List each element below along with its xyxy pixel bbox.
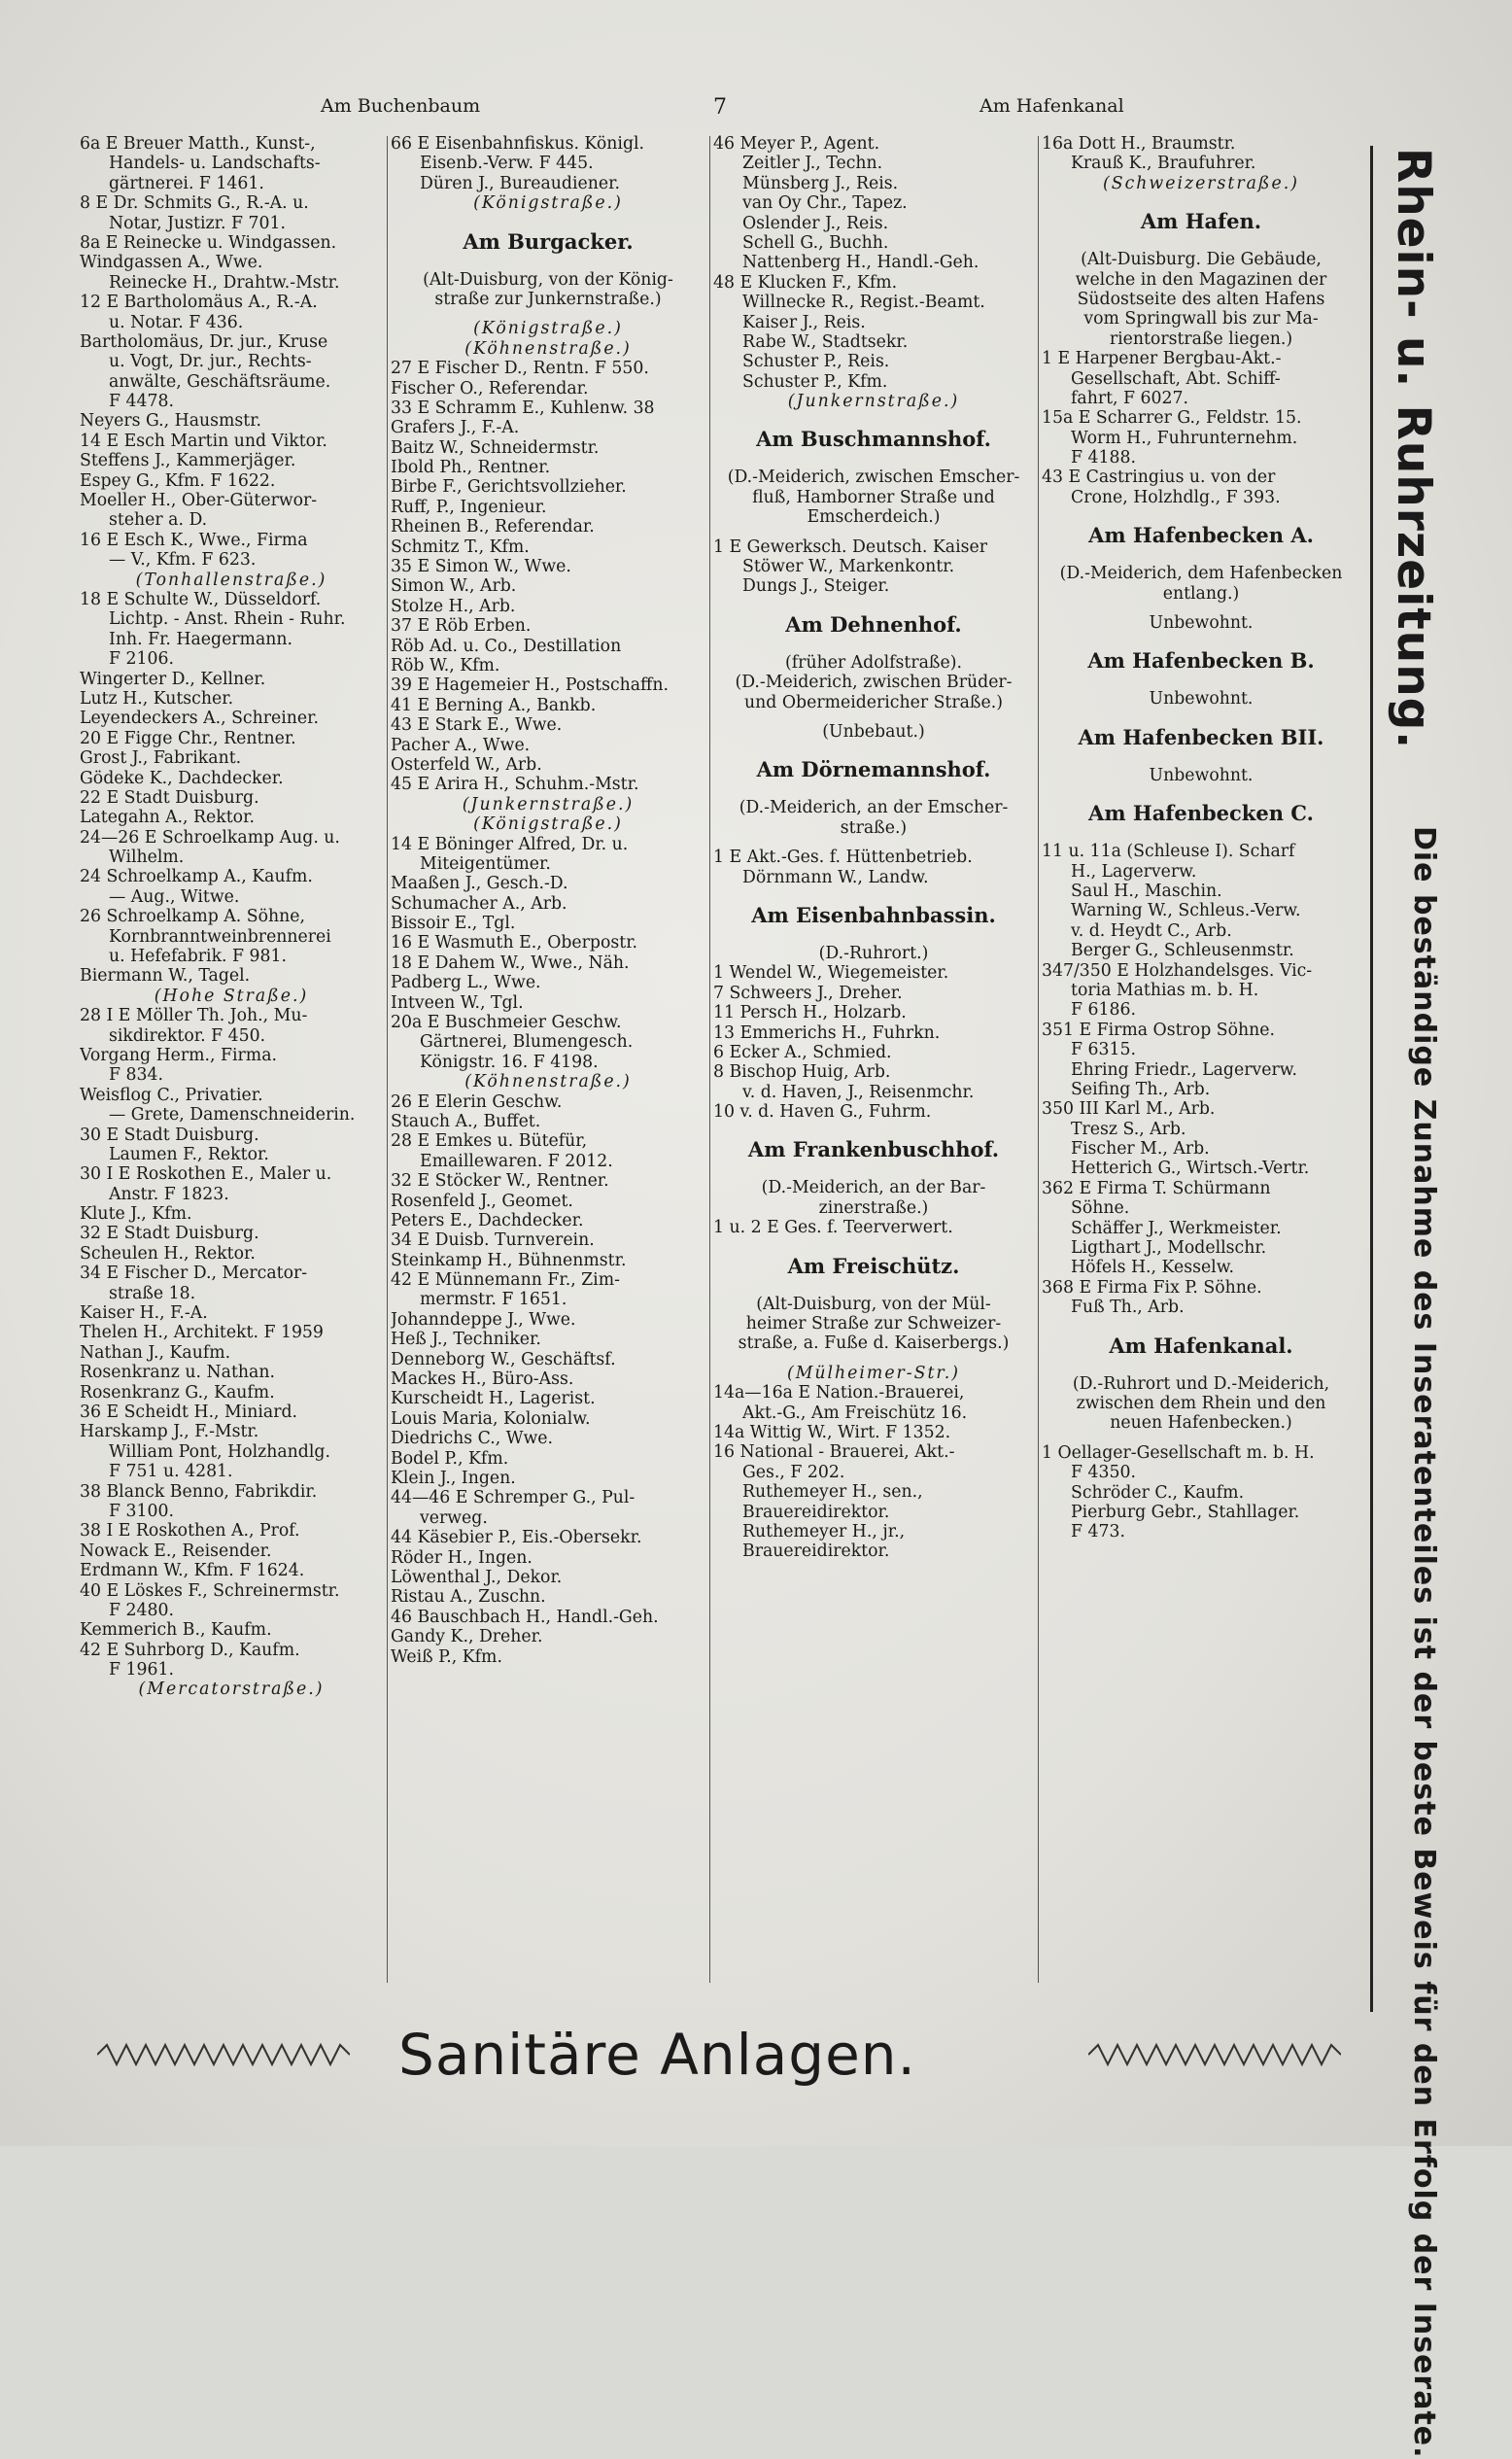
directory-entry: F 4350.	[1071, 1463, 1136, 1483]
directory-entry: Löwenthal J., Dekor.	[391, 1567, 563, 1587]
directory-entry: 34 E Duisb. Turnverein.	[391, 1230, 595, 1251]
directory-entry: Harskamp J., F.-Mstr.	[80, 1422, 259, 1442]
directory-entry: 41 E Berning A., Bankb.	[391, 695, 597, 715]
directory-entry: Röder H., Ingen.	[391, 1547, 533, 1568]
directory-entry: Gärtnerei, Blumengesch.	[420, 1032, 634, 1053]
directory-entry: Lutz H., Kutscher.	[80, 688, 234, 709]
directory-entry: 20a E Buschmeier Geschw.	[391, 1013, 622, 1033]
directory-entry: 39 E Hagemeier H., Postschaffn.	[391, 675, 669, 696]
directory-entry: Rosenkranz G., Kaufm.	[80, 1382, 275, 1403]
directory-entry: 18 E Dahem W., Wwe., Näh.	[391, 952, 630, 973]
directory-entry: Seifing Th., Arb.	[1071, 1079, 1211, 1099]
directory-entry: Baitz W., Schneidermstr.	[391, 437, 600, 458]
street-heading: Am Burgacker.	[463, 228, 634, 254]
directory-entry: Akt.-G., Am Freischütz 16.	[742, 1403, 968, 1423]
directory-entry: 36 E Scheidt H., Miniard.	[80, 1403, 298, 1422]
street-note: rientorstraße liegen.)	[1109, 329, 1293, 349]
street-note: (D.-Ruhrort.)	[818, 943, 929, 963]
directory-entry: Kornbranntweinbrennerei	[109, 926, 331, 947]
directory-entry: F 3100.	[109, 1501, 174, 1521]
directory-entry: Ruthemeyer H., jr.,	[742, 1521, 906, 1541]
directory-entry: Reinecke H., Drahtw.-Mstr.	[109, 272, 340, 293]
directory-entry: Gödeke K., Dachdecker.	[80, 768, 284, 788]
page-number: 7	[713, 95, 727, 120]
directory-entry: F 4188.	[1071, 448, 1136, 468]
street-note: und Obermeidericher Straße.)	[744, 692, 1003, 712]
directory-entry: 6 Ecker A., Schmied.	[713, 1042, 892, 1062]
directory-entry: Stöwer W., Markenkontr.	[742, 557, 955, 577]
directory-entry: 27 E Fischer D., Rentn. F 550.	[391, 359, 649, 379]
directory-entry: 1 E Gewerksch. Deutsch. Kaiser	[713, 537, 987, 557]
directory-entry: Warning W., Schleus.-Verw.	[1071, 901, 1301, 921]
column-4	[1042, 134, 1360, 1542]
ornament-left	[97, 2041, 350, 2068]
directory-entry: 42 E Suhrborg D., Kaufm.	[80, 1640, 300, 1660]
directory-entry: F 6315.	[1071, 1040, 1136, 1060]
directory-entry: — Grete, Damenschneiderin.	[109, 1105, 356, 1126]
street-heading: Am Dehnenhof.	[785, 611, 962, 637]
directory-entry: Krauß K., Braufuhrer.	[1071, 154, 1256, 174]
street-note: (Junkernstraße.)	[462, 794, 635, 814]
directory-entry: 16 National - Brauerei, Akt.-	[713, 1442, 955, 1463]
directory-entry: 28 E Emkes u. Bütefür,	[391, 1131, 588, 1152]
directory-entry: F 1961.	[109, 1660, 174, 1680]
directory-entry: Brauereidirektor.	[742, 1502, 890, 1522]
spacer	[713, 1354, 1034, 1364]
directory-entry: 10 v. d. Haven G., Fuhrm.	[713, 1102, 932, 1123]
street-note: heimer Straße zur Schweizer-	[745, 1314, 1002, 1334]
directory-entry: Gesellschaft, Abt. Schiff-	[1071, 368, 1281, 389]
directory-entry: Neyers G., Hausmstr.	[80, 411, 262, 432]
directory-entry: Lichtp. - Anst. Rhein - Ruhr.	[109, 609, 346, 630]
street-note: entlang.)	[1162, 583, 1240, 604]
directory-entry: fahrt, F 6027.	[1071, 388, 1188, 408]
directory-entry: 1 E Harpener Bergbau-Akt.-	[1042, 349, 1282, 369]
directory-entry: — Aug., Witwe.	[109, 886, 240, 907]
street-heading: Am Hafenkanal.	[1109, 1333, 1293, 1358]
directory-entry: 44—46 E Schremper G., Pul-	[391, 1488, 636, 1508]
directory-entry: 14a Wittig W., Wirt. F 1352.	[713, 1422, 951, 1442]
directory-entry: 44 Käsebier P., Eis.-Obersekr.	[391, 1528, 642, 1548]
directory-entry: 11 Persch H., Holzarb.	[713, 1003, 907, 1023]
directory-entry: 34 E Fischer D., Mercator-	[80, 1264, 308, 1284]
street-note: zinerstraße.)	[818, 1197, 929, 1218]
directory-entry: sikdirektor. F 450.	[109, 1025, 266, 1046]
directory-entry: Ehring Friedr., Lagerverw.	[1071, 1059, 1297, 1080]
street-note: Unbewohnt.	[1149, 613, 1254, 634]
directory-entry: Scheulen H., Rektor.	[80, 1243, 256, 1264]
street-note: Unbewohnt.	[1149, 689, 1254, 710]
directory-entry: Berger G., Schleusenmstr.	[1071, 941, 1294, 961]
street-note: Südostseite des alten Hafens	[1077, 289, 1325, 309]
directory-entry: 14 E Esch Martin und Viktor.	[80, 431, 327, 451]
street-heading: Am Freischütz.	[787, 1253, 960, 1278]
directory-entry: Rabe W., Stadtsekr.	[742, 331, 909, 352]
directory-entry: Miteigentümer.	[420, 853, 551, 874]
directory-entry: Diedrichs C., Wwe.	[391, 1429, 553, 1449]
street-note: (Tonhallenstraße.)	[135, 570, 327, 590]
directory-entry: 66 E Eisenbahnfiskus. Königl.	[391, 134, 645, 154]
directory-entry: 43 E Castringius u. von der	[1042, 468, 1276, 488]
street-note: fluß, Hamborner Straße und	[752, 487, 995, 507]
directory-entry: H., Lagerverw.	[1071, 861, 1197, 882]
directory-entry: 350 III Karl M., Arb.	[1042, 1099, 1216, 1120]
street-note: (Schweizerstraße.)	[1103, 173, 1299, 193]
directory-entry: — V., Kfm. F 623.	[109, 550, 257, 571]
directory-entry: Pacher A., Wwe.	[391, 735, 531, 755]
directory-entry: Willnecke R., Regist.-Beamt.	[742, 293, 985, 313]
street-heading: Am Buschmannshof.	[756, 427, 991, 452]
directory-entry: 16a Dott H., Braumstr.	[1042, 134, 1236, 154]
directory-entry: 38 I E Roskothen A., Prof.	[80, 1521, 300, 1541]
directory-entry: Schell G., Buchh.	[742, 232, 889, 253]
footer-advertisement: Sanitäre Anlagen.	[398, 2022, 916, 2088]
street-note: (Königstraße.)	[473, 814, 623, 835]
column-2	[391, 134, 705, 1667]
spacer	[713, 712, 1034, 722]
directory-entry: Notar, Justizr. F 701.	[109, 213, 286, 233]
directory-entry: toria Mathias m. b. H.	[1071, 980, 1259, 1000]
directory-entry: 351 E Firma Ostrop Söhne.	[1042, 1020, 1275, 1040]
sidebar-rule	[1370, 146, 1373, 2012]
directory-entry: Nowack E., Reisender.	[80, 1541, 272, 1561]
street-note: (D.-Meiderich, zwischen Brüder-	[735, 673, 1013, 693]
directory-entry: Schäffer J., Werkmeister.	[1071, 1218, 1282, 1238]
street-note: (früher Adolfstraße).	[785, 652, 962, 673]
directory-entry: 362 E Firma T. Schürmann	[1042, 1178, 1271, 1198]
directory-entry: Windgassen A., Wwe.	[80, 253, 263, 273]
street-note: zwischen dem Rhein und den	[1076, 1393, 1326, 1413]
column-1	[80, 134, 383, 1700]
directory-entry: Worm H., Fuhrunternehm.	[1071, 428, 1298, 448]
directory-entry: straße 18.	[109, 1283, 196, 1303]
directory-entry: 7 Schweers J., Dreher.	[713, 983, 903, 1003]
street-note: straße, a. Fuße d. Kaiserbergs.)	[738, 1333, 1010, 1354]
directory-entry: 11 u. 11a (Schleuse I). Scharf	[1042, 842, 1295, 862]
street-note: (Alt-Duisburg, von der König-	[423, 269, 673, 290]
directory-entry: Grafers J., F.-A.	[391, 418, 520, 438]
directory-entry: 16 E Wasmuth E., Oberpostr.	[391, 933, 638, 953]
directory-entry: 24 Schroelkamp A., Kaufm.	[80, 867, 313, 887]
sidebar-slogan: Die beständige Zunahme des Inseratenteiles ist der beste Beweis für den Erfolg der Inserate.	[1407, 826, 1441, 2459]
directory-entry: Eisenb.-Verw. F 445.	[420, 154, 594, 174]
directory-entry: Ges., F 202.	[742, 1462, 845, 1482]
directory-entry: Leyendeckers A., Schreiner.	[80, 709, 319, 729]
directory-entry: Lategahn A., Rektor.	[80, 808, 255, 828]
directory-entry: Intveen W., Tgl.	[391, 992, 524, 1013]
directory-entry: 40 E Löskes F., Schreinermstr.	[80, 1580, 340, 1601]
directory-entry: 46 Bauschbach H., Handl.-Geh.	[391, 1607, 659, 1627]
sidebar-newspaper-title: Rhein- u. Ruhrzeitung.	[1387, 148, 1440, 750]
street-note: (D.-Meiderich, an der Emscher-	[739, 798, 1009, 818]
directory-entry: Espey G., Kfm. F 1622.	[80, 470, 276, 491]
directory-entry: Düren J., Bureaudiener.	[420, 173, 620, 193]
header-left: Am Buchenbaum	[321, 95, 481, 117]
directory-entry: Schmitz T., Kfm.	[391, 537, 530, 557]
directory-entry: F 4478.	[109, 392, 174, 412]
directory-entry: 38 Blanck Benno, Fabrikdir.	[80, 1481, 318, 1502]
directory-entry: Crone, Holzhdlg., F 393.	[1071, 487, 1281, 507]
directory-entry: Simon W., Arb.	[391, 576, 517, 597]
street-heading: Am Hafen.	[1140, 209, 1262, 234]
directory-entry: Schuster P., Reis.	[742, 352, 890, 372]
column-divider	[1038, 136, 1039, 1983]
street-note: (Köhnenstraße.)	[464, 1072, 632, 1092]
column-3	[713, 134, 1034, 1562]
directory-entry: Birbe F., Gerichtsvollzieher.	[391, 477, 627, 498]
street-note: (Mülheimer-Str.)	[786, 1363, 961, 1383]
directory-entry: Schuster P., Kfm.	[742, 371, 888, 392]
directory-entry: Heß J., Techniker.	[391, 1330, 541, 1350]
directory-entry: Thelen H., Architekt. F 1959	[80, 1323, 324, 1343]
directory-entry: Stolze H., Arb.	[391, 596, 516, 616]
directory-entry: Padberg L., Wwe.	[391, 973, 541, 993]
directory-entry: Brauereidirektor.	[742, 1541, 890, 1562]
directory-entry: 30 I E Roskothen E., Maler u.	[80, 1164, 332, 1185]
directory-entry: F 2480.	[109, 1600, 174, 1620]
directory-entry: Kaiser H., F.-A.	[80, 1303, 208, 1324]
directory-entry: Weisflog C., Privatier.	[80, 1085, 263, 1105]
directory-entry: Rosenkranz u. Nathan.	[80, 1363, 275, 1383]
directory-entry: 37 E Röb Erben.	[391, 616, 532, 637]
directory-entry: steher a. D.	[109, 510, 208, 531]
directory-entry: 347/350 E Holzhandelsges. Vic-	[1042, 960, 1313, 981]
directory-entry: Pierburg Gebr., Stahllager.	[1071, 1502, 1300, 1522]
directory-entry: 1 u. 2 E Ges. f. Teerverwert.	[713, 1218, 953, 1238]
directory-entry: van Oy Chr., Tapez.	[742, 193, 908, 214]
directory-entry: Laumen F., Rektor.	[109, 1144, 269, 1164]
directory-entry: Fischer O., Referendar.	[391, 378, 589, 398]
directory-entry: v. d. Heydt C., Arb.	[1071, 920, 1232, 941]
street-note: (Junkernstraße.)	[787, 392, 960, 412]
directory-entry: 14a—16a E Nation.-Brauerei,	[713, 1383, 965, 1403]
directory-entry: Grost J., Fabrikant.	[80, 748, 242, 769]
directory-entry: u. Notar. F 436.	[109, 312, 244, 332]
directory-entry: Wilhelm.	[109, 848, 185, 868]
directory-entry: Ruthemeyer H., sen.,	[742, 1482, 923, 1503]
column-divider	[709, 136, 710, 1983]
directory-entry: Gandy K., Dreher.	[391, 1627, 543, 1647]
directory-entry: Kaiser J., Reis.	[742, 312, 866, 332]
directory-entry: Bissoir E., Tgl.	[391, 914, 516, 934]
directory-entry: Maaßen J., Gesch.-D.	[391, 874, 568, 894]
directory-entry: v. d. Haven, J., Reisenmchr.	[742, 1082, 975, 1102]
directory-entry: F 473.	[1071, 1522, 1125, 1542]
street-note: (D.-Ruhrort und D.-Meiderich,	[1072, 1373, 1330, 1394]
directory-entry: Höfels H., Kesselw.	[1071, 1258, 1234, 1278]
directory-entry: 33 E Schramm E., Kuhlenw. 38	[391, 398, 655, 418]
directory-entry: Schumacher A., Arb.	[391, 893, 567, 914]
street-heading: Am Hafenbecken A.	[1088, 523, 1314, 548]
directory-entry: 32 E Stadt Duisburg.	[80, 1224, 259, 1244]
directory-entry: Johanndeppe J., Wwe.	[391, 1309, 576, 1330]
street-note: vom Springwall bis zur Ma-	[1083, 309, 1319, 329]
directory-entry: 13 Emmerichs H., Fuhrkn.	[713, 1022, 941, 1043]
street-note: (Köhnenstraße.)	[464, 338, 632, 359]
directory-entry: Röb Ad. u. Co., Destillation	[391, 636, 622, 656]
directory-entry: 368 E Firma Fix P. Söhne.	[1042, 1277, 1262, 1298]
directory-entry: Nathan J., Kaufm.	[80, 1342, 231, 1363]
spacer	[391, 309, 705, 319]
directory-entry: mermstr. F 1651.	[420, 1290, 567, 1310]
directory-entry: Röb W., Kfm.	[391, 655, 500, 675]
directory-entry: 48 E Klucken F., Kfm.	[713, 272, 898, 293]
directory-entry: 24—26 E Schroelkamp Aug. u.	[80, 827, 340, 848]
directory-entry: Handels- u. Landschafts-	[109, 154, 321, 174]
directory-entry: 26 E Elerin Geschw.	[391, 1091, 563, 1112]
directory-entry: Kurscheidt H., Lagerist.	[391, 1389, 596, 1409]
directory-entry: 43 E Stark E., Wwe.	[391, 715, 563, 736]
ornament-right	[1088, 2041, 1341, 2068]
directory-entry: anwälte, Geschäftsräume.	[109, 371, 331, 392]
street-note: (Mercatorstraße.)	[138, 1680, 325, 1700]
directory-entry: Anstr. F 1823.	[109, 1184, 229, 1204]
directory-entry: 35 E Simon W., Wwe.	[391, 557, 571, 577]
directory-entry: Ruff, P., Ingenieur.	[391, 497, 547, 517]
directory-entry: 6a E Breuer Matth., Kunst-,	[80, 134, 316, 154]
directory-entry: 28 I E Möller Th. Joh., Mu-	[80, 1006, 308, 1026]
directory-entry: Emaillewaren. F 2012.	[420, 1151, 613, 1171]
header-right: Am Hafenkanal	[979, 95, 1124, 117]
directory-entry: Stauch A., Buffet.	[391, 1111, 541, 1131]
spacer	[713, 838, 1034, 848]
directory-entry: 8a E Reinecke u. Windgassen.	[80, 232, 337, 253]
spacer	[713, 528, 1034, 537]
street-note: welche in den Magazinen der	[1075, 269, 1327, 290]
directory-entry: Mackes H., Büro-Ass.	[391, 1369, 574, 1390]
directory-entry: Bartholomäus, Dr. jur., Kruse	[80, 331, 328, 352]
directory-entry: Weiß P., Kfm.	[391, 1646, 502, 1667]
column-divider	[387, 136, 388, 1983]
street-note: (D.-Meiderich, zwischen Emscher-	[727, 468, 1020, 488]
directory-entry: verweg.	[420, 1507, 488, 1528]
directory-entry: Osterfeld W., Arb.	[391, 754, 542, 775]
directory-entry: Dungs J., Steiger.	[742, 576, 890, 597]
street-note: (D.-Meiderich, dem Hafenbecken	[1059, 564, 1343, 584]
directory-entry: F 2106.	[109, 649, 174, 670]
directory-entry: 42 E Münnemann Fr., Zim-	[391, 1270, 620, 1291]
directory-entry: Klein J., Ingen.	[391, 1469, 516, 1488]
directory-entry: Vorgang Herm., Firma.	[80, 1045, 277, 1065]
directory-entry: 12 E Bartholomäus A., R.-A.	[80, 293, 318, 313]
directory-entry: Peters E., Dachdecker.	[391, 1210, 584, 1230]
directory-entry: Rheinen B., Referendar.	[391, 517, 595, 537]
directory-entry: Schröder C., Kaufm.	[1071, 1482, 1245, 1503]
directory-entry: 8 E Dr. Schmits G., R.-A. u.	[80, 193, 309, 214]
street-heading: Am Eisenbahnbassin.	[751, 902, 996, 927]
directory-entry: Fuß Th., Arb.	[1071, 1298, 1185, 1318]
directory-entry: Münsberg J., Reis.	[742, 173, 899, 193]
directory-entry: 26 Schroelkamp A. Söhne,	[80, 907, 305, 927]
street-note: Unbewohnt.	[1149, 765, 1254, 785]
street-note: (Unbebaut.)	[822, 721, 925, 742]
directory-entry: u. Hefefabrik. F 981.	[109, 947, 288, 967]
directory-entry: Louis Maria, Kolonialw.	[391, 1408, 591, 1429]
street-note: (Alt-Duisburg, von der Mül-	[756, 1294, 991, 1314]
street-heading: Am Hafenbecken C.	[1088, 801, 1314, 826]
directory-entry: u. Vogt, Dr. jur., Rechts-	[109, 352, 312, 372]
street-heading: Am Hafenbecken BII.	[1078, 724, 1324, 749]
directory-entry: Ibold Ph., Rentner.	[391, 458, 551, 478]
street-note: Emscherdeich.)	[807, 507, 941, 528]
directory-entry: 1 Wendel W., Wiegemeister.	[713, 963, 949, 984]
street-heading: Am Hafenbecken B.	[1087, 648, 1315, 674]
directory-entry: 14 E Böninger Alfred, Dr. u.	[391, 834, 629, 854]
directory-entry: 32 E Stöcker W., Rentner.	[391, 1171, 609, 1192]
street-note: (Alt-Duisburg. Die Gebäude,	[1081, 250, 1322, 270]
directory-entry: Bodel P., Kfm.	[391, 1448, 509, 1469]
directory-entry: Steffens J., Kammerjäger.	[80, 451, 296, 471]
directory-entry: Ristau A., Zuschn.	[391, 1587, 546, 1608]
directory-entry: Oslender J., Reis.	[742, 213, 889, 233]
street-note: (Königstraße.)	[473, 319, 623, 339]
street-note: neuen Hafenbecken.)	[1110, 1413, 1292, 1434]
directory-entry: 45 E Arira H., Schuhm.-Mstr.	[391, 775, 639, 795]
directory-entry: 1 E Akt.-Ges. f. Hüttenbetrieb.	[713, 848, 973, 868]
street-note: straße zur Junkernstraße.)	[434, 289, 662, 309]
directory-entry: Klute J., Kfm.	[80, 1204, 192, 1225]
directory-entry: Wingerter D., Kellner.	[80, 669, 266, 689]
spacer	[1042, 604, 1360, 613]
directory-entry: Hetterich G., Wirtsch.-Vertr.	[1071, 1159, 1310, 1179]
directory-entry: F 6186.	[1071, 1000, 1136, 1021]
directory-entry: Fischer M., Arb.	[1071, 1139, 1210, 1160]
directory-entry: William Pont, Holzhandlg.	[109, 1441, 330, 1462]
directory-entry: Söhne.	[1071, 1198, 1130, 1219]
directory-entry: 46 Meyer P., Agent.	[713, 134, 880, 154]
directory-entry: Tresz S., Arb.	[1071, 1119, 1186, 1139]
directory-entry: F 834.	[109, 1065, 163, 1086]
directory-entry: Königstr. 16. F 4198.	[420, 1052, 599, 1072]
directory-entry: Erdmann W., Kfm. F 1624.	[80, 1561, 305, 1581]
street-note: (D.-Meiderich, an der Bar-	[761, 1178, 986, 1198]
street-note: (Königstraße.)	[473, 193, 623, 214]
street-heading: Am Dörnemannshof.	[756, 757, 991, 782]
directory-entry: Saul H., Maschin.	[1071, 881, 1222, 901]
directory-entry: Ligthart J., Modellschr.	[1071, 1238, 1267, 1259]
directory-entry: 18 E Schulte W., Düsseldorf.	[80, 589, 322, 609]
directory-entry: Nattenberg H., Handl.-Geh.	[742, 253, 979, 273]
directory-entry: 15a E Scharrer G., Feldstr. 15.	[1042, 408, 1302, 429]
directory-entry: 16 E Esch K., Wwe., Firma	[80, 530, 308, 550]
directory-entry: Rosenfeld J., Geomet.	[391, 1191, 573, 1211]
directory-entry: Denneborg W., Geschäftsf.	[391, 1349, 616, 1369]
street-heading: Am Frankenbuschhof.	[747, 1137, 1000, 1162]
directory-entry: Steinkamp H., Bühnenmstr.	[391, 1250, 627, 1270]
directory-entry: Inh. Fr. Haegermann.	[109, 629, 293, 649]
directory-entry: F 751 u. 4281.	[109, 1462, 233, 1482]
directory-entry: Biermann W., Tagel.	[80, 966, 251, 987]
directory-entry: Zeitler J., Techn.	[742, 154, 883, 174]
directory-entry: Moeller H., Ober-Güterwor-	[80, 491, 318, 511]
directory-entry: Dörnmann W., Landw.	[742, 867, 929, 887]
directory-entry: 20 E Figge Chr., Rentner.	[80, 728, 296, 748]
directory-entry: 22 E Stadt Duisburg.	[80, 787, 259, 808]
directory-entry: 30 E Stadt Duisburg.	[80, 1125, 259, 1145]
directory-entry: 1 Oellager-Gesellschaft m. b. H.	[1042, 1442, 1315, 1463]
spacer	[1042, 1434, 1360, 1443]
directory-entry: gärtnerei. F 1461.	[109, 173, 264, 193]
directory-entry: Kemmerich B., Kaufm.	[80, 1620, 272, 1641]
street-note: straße.)	[840, 817, 908, 838]
street-note: (Hohe Straße.)	[154, 986, 309, 1006]
directory-entry: 8 Bischop Huig, Arb.	[713, 1062, 891, 1083]
